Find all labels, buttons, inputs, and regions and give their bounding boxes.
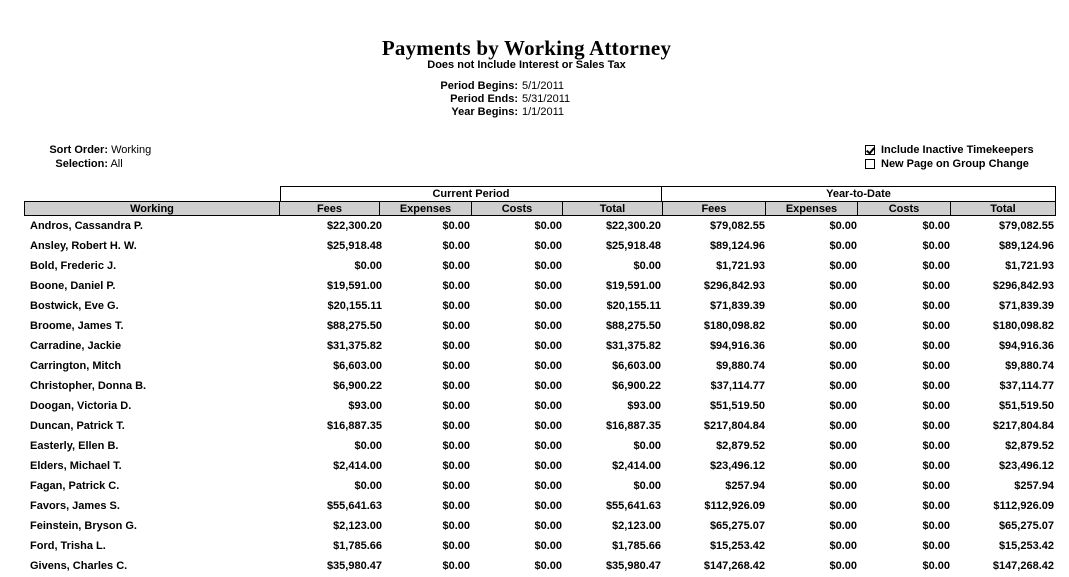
cell-ytd-fees: $65,275.07 [709,520,765,532]
period-ends-row [400,93,570,106]
cell-current-costs: $0.00 [534,300,562,312]
cell-ytd-fees: $296,842.93 [703,280,765,292]
cell-ytd-costs: $0.00 [922,560,950,572]
cell-current-costs: $0.00 [534,220,562,232]
cell-ytd-total: $296,842.93 [992,280,1054,292]
cell-ytd-fees: $51,519.50 [709,400,765,412]
cell-ytd-total: $217,804.84 [992,420,1054,432]
cell-ytd-total: $94,916.36 [998,340,1054,352]
report-rows [0,217,1069,577]
cell-ytd-expenses: $0.00 [829,340,857,352]
cell-ytd-fees: $9,880.74 [716,360,765,372]
table-row [0,357,1069,377]
cell-ytd-expenses: $0.00 [829,280,857,292]
cell-ytd-expenses: $0.00 [829,300,857,312]
cell-ytd-fees: $1,721.93 [716,260,765,272]
cell-ytd-costs: $0.00 [922,540,950,552]
cell-ytd-fees: $257.94 [725,480,765,492]
cell-ytd-expenses: $0.00 [829,520,857,532]
period-begins-value: 5/1/2011 [522,80,565,92]
cell-ytd-costs: $0.00 [922,460,950,472]
attorney-name: Carradine, Jackie [30,340,122,352]
sort-order-label: Sort Order: [49,144,108,156]
cell-current-expenses: $0.00 [442,420,470,432]
attorney-name: Givens, Charles C. [30,560,128,572]
cell-ytd-costs: $0.00 [922,440,950,452]
cell-ytd-costs: $0.00 [922,220,950,232]
cell-current-fees: $2,123.00 [333,520,382,532]
col-header-ytd-expenses: Expenses [766,202,858,215]
table-row [0,317,1069,337]
ytd-group-header: Year-to-Date [661,186,1056,201]
cell-ytd-total: $257.94 [1014,480,1054,492]
cell-current-total: $16,887.35 [605,420,661,432]
attorney-name: Fagan, Patrick C. [30,480,120,492]
cell-ytd-fees: $89,124.96 [709,240,765,252]
cell-ytd-costs: $0.00 [922,260,950,272]
cell-ytd-total: $147,268.42 [992,560,1054,572]
cell-ytd-fees: $147,268.42 [703,560,765,572]
cell-ytd-costs: $0.00 [922,400,950,412]
cell-current-total: $22,300.20 [605,220,661,232]
cell-current-total: $6,603.00 [612,360,661,372]
cell-ytd-costs: $0.00 [922,380,950,392]
cell-current-total: $55,641.63 [605,500,661,512]
cell-ytd-fees: $180,098.82 [703,320,765,332]
cell-current-costs: $0.00 [534,560,562,572]
column-header-row [24,201,1056,216]
cell-current-costs: $0.00 [534,280,562,292]
cell-ytd-total: $23,496.12 [998,460,1054,472]
cell-ytd-expenses: $0.00 [829,480,857,492]
cell-current-total: $20,155.11 [606,300,661,312]
cell-ytd-costs: $0.00 [922,340,950,352]
cell-current-total: $0.00 [633,440,661,452]
cell-current-costs: $0.00 [534,400,562,412]
cell-ytd-fees: $94,916.36 [709,340,765,352]
cell-ytd-fees: $217,804.84 [703,420,765,432]
table-row [0,417,1069,437]
cell-current-expenses: $0.00 [442,240,470,252]
cell-ytd-total: $79,082.55 [998,220,1054,232]
new-page-option[interactable] [865,157,1034,171]
attorney-name: Doogan, Victoria D. [30,400,132,412]
cell-ytd-fees: $71,839.39 [709,300,765,312]
cell-current-expenses: $0.00 [442,360,470,372]
cell-ytd-expenses: $0.00 [829,320,857,332]
cell-current-costs: $0.00 [534,380,562,392]
cell-current-fees: $25,918.48 [326,240,382,252]
attorney-name: Feinstein, Bryson G. [30,520,137,532]
cell-ytd-total: $112,926.09 [993,500,1054,512]
cell-current-fees: $93.00 [348,400,382,412]
attorney-name: Christopher, Donna B. [30,380,147,392]
attorney-name: Broome, James T. [30,320,124,332]
cell-current-fees: $16,887.35 [326,420,382,432]
attorney-name: Ansley, Robert H. W. [30,240,137,252]
sort-info [22,143,151,171]
col-header-current-costs: Costs [472,202,563,215]
cell-current-fees: $55,641.63 [326,500,382,512]
cell-ytd-total: $89,124.96 [998,240,1054,252]
cell-current-total: $35,980.47 [605,560,661,572]
cell-current-costs: $0.00 [534,440,562,452]
period-begins-label: Period Begins: [440,80,518,92]
col-header-current-total: Total [563,202,663,215]
new-page-checkbox[interactable] [865,159,875,169]
year-begins-label: Year Begins: [451,106,518,118]
cell-ytd-costs: $0.00 [922,520,950,532]
current-period-group-header: Current Period [280,186,662,201]
cell-current-costs: $0.00 [534,360,562,372]
cell-current-total: $88,275.50 [605,320,661,332]
period-info [400,80,570,119]
selection-label: Selection: [55,158,108,170]
cell-ytd-fees: $37,114.77 [710,380,765,392]
cell-ytd-fees: $15,253.42 [709,540,765,552]
cell-ytd-costs: $0.00 [922,420,950,432]
cell-ytd-expenses: $0.00 [829,220,857,232]
col-header-working: Working [25,202,280,215]
cell-current-costs: $0.00 [534,480,562,492]
table-row [0,257,1069,277]
cell-current-fees: $6,603.00 [333,360,382,372]
table-row [0,337,1069,357]
cell-current-fees: $31,375.82 [326,340,382,352]
attorney-name: Bostwick, Eve G. [30,300,119,312]
cell-ytd-expenses: $0.00 [829,380,857,392]
cell-ytd-total: $2,879.52 [1005,440,1054,452]
cell-ytd-costs: $0.00 [922,240,950,252]
cell-current-total: $93.00 [627,400,661,412]
col-header-current-expenses: Expenses [380,202,472,215]
cell-ytd-costs: $0.00 [922,320,950,332]
report-title: Payments by Working Attorney [381,36,672,60]
cell-current-expenses: $0.00 [442,300,470,312]
cell-current-fees: $0.00 [354,480,382,492]
table-row [0,377,1069,397]
cell-current-total: $6,900.22 [612,380,661,392]
selection-row [22,157,151,171]
cell-current-total: $0.00 [633,260,661,272]
table-row [0,517,1069,537]
table-row [0,237,1069,257]
cell-current-costs: $0.00 [534,540,562,552]
sort-order-value: Working [111,144,152,156]
table-row [0,557,1069,577]
cell-current-costs: $0.00 [534,460,562,472]
cell-current-expenses: $0.00 [442,500,470,512]
attorney-name: Easterly, Ellen B. [30,440,119,452]
cell-current-total: $1,785.66 [612,540,661,552]
year-begins-row [400,106,570,119]
table-row [0,397,1069,417]
include-inactive-checkbox[interactable] [865,145,875,155]
cell-ytd-expenses: $0.00 [829,500,857,512]
table-row [0,437,1069,457]
cell-current-fees: $20,155.11 [327,300,382,312]
cell-current-expenses: $0.00 [442,220,470,232]
cell-ytd-expenses: $0.00 [829,560,857,572]
cell-current-costs: $0.00 [534,340,562,352]
attorney-name: Boone, Daniel P. [30,280,116,292]
cell-current-costs: $0.00 [534,320,562,332]
cell-current-fees: $19,591.00 [326,280,382,292]
cell-ytd-expenses: $0.00 [829,420,857,432]
table-row [0,217,1069,237]
cell-ytd-costs: $0.00 [922,280,950,292]
new-page-label: New Page on Group Change [881,158,1029,170]
attorney-name: Bold, Frederic J. [30,260,117,272]
cell-ytd-costs: $0.00 [922,300,950,312]
cell-ytd-costs: $0.00 [922,360,950,372]
cell-current-costs: $0.00 [534,260,562,272]
attorney-name: Elders, Michael T. [30,460,122,472]
cell-current-expenses: $0.00 [442,460,470,472]
cell-current-expenses: $0.00 [442,320,470,332]
attorney-name: Ford, Trisha L. [30,540,106,552]
cell-current-costs: $0.00 [534,520,562,532]
cell-ytd-total: $180,098.82 [992,320,1054,332]
cell-ytd-expenses: $0.00 [829,360,857,372]
cell-current-fees: $1,785.66 [333,540,382,552]
attorney-name: Duncan, Patrick T. [30,420,125,432]
cell-ytd-expenses: $0.00 [829,260,857,272]
col-header-current-fees: Fees [280,202,380,215]
report-subtitle: Does not Include Interest or Sales Tax [427,59,626,71]
cell-ytd-costs: $0.00 [922,480,950,492]
cell-current-expenses: $0.00 [442,400,470,412]
selection-value: All [110,158,123,170]
attorney-name: Favors, James S. [30,500,120,512]
col-header-ytd-total: Total [990,203,1016,215]
cell-current-costs: $0.00 [534,240,562,252]
cell-current-expenses: $0.00 [442,560,470,572]
cell-ytd-total: $51,519.50 [998,400,1054,412]
cell-ytd-expenses: $0.00 [829,240,857,252]
cell-current-expenses: $0.00 [442,380,470,392]
cell-current-fees: $0.00 [354,440,382,452]
cell-ytd-fees: $23,496.12 [709,460,765,472]
cell-current-fees: $22,300.20 [326,220,382,232]
cell-ytd-total: $15,253.42 [998,540,1054,552]
cell-current-total: $25,918.48 [605,240,661,252]
attorney-name: Andros, Cassandra P. [30,220,143,232]
cell-current-expenses: $0.00 [442,280,470,292]
period-begins-row [400,80,570,93]
cell-current-costs: $0.00 [534,500,562,512]
period-ends-value: 5/31/2011 [522,93,571,105]
cell-current-expenses: $0.00 [442,260,470,272]
table-row [0,537,1069,557]
include-inactive-option[interactable] [865,143,1034,157]
year-begins-value: 1/1/2011 [522,106,565,118]
cell-ytd-total: $1,721.93 [1005,260,1054,272]
cell-current-total: $19,591.00 [605,280,661,292]
include-inactive-label: Include Inactive Timekeepers [881,144,1034,156]
col-header-ytd-fees: Fees [663,202,766,215]
col-header-ytd-costs: Costs [858,202,951,215]
cell-ytd-total: $65,275.07 [998,520,1054,532]
cell-current-expenses: $0.00 [442,540,470,552]
cell-ytd-total: $37,114.77 [999,380,1054,392]
cell-ytd-total: $71,839.39 [998,300,1054,312]
cell-current-total: $2,123.00 [612,520,661,532]
cell-current-fees: $2,414.00 [333,460,382,472]
sort-order-row [22,143,151,157]
report-options [865,143,1034,171]
cell-current-fees: $6,900.22 [333,380,382,392]
cell-current-fees: $88,275.50 [326,320,382,332]
cell-ytd-fees: $79,082.55 [709,220,765,232]
attorney-name: Carrington, Mitch [30,360,122,372]
cell-ytd-expenses: $0.00 [829,440,857,452]
cell-current-expenses: $0.00 [442,340,470,352]
cell-current-expenses: $0.00 [442,440,470,452]
cell-current-expenses: $0.00 [442,480,470,492]
table-row [0,497,1069,517]
table-row [0,277,1069,297]
table-row [0,477,1069,497]
cell-ytd-fees: $2,879.52 [716,440,765,452]
cell-current-total: $0.00 [633,480,661,492]
cell-current-expenses: $0.00 [442,520,470,532]
period-ends-label: Period Ends: [450,93,518,105]
cell-ytd-expenses: $0.00 [829,540,857,552]
cell-current-total: $2,414.00 [612,460,661,472]
table-row [0,297,1069,317]
table-row [0,457,1069,477]
cell-current-costs: $0.00 [534,420,562,432]
cell-current-fees: $0.00 [354,260,382,272]
cell-current-fees: $35,980.47 [326,560,382,572]
cell-ytd-expenses: $0.00 [829,460,857,472]
cell-ytd-expenses: $0.00 [829,400,857,412]
cell-ytd-fees: $112,926.09 [704,500,765,512]
cell-ytd-costs: $0.00 [922,500,950,512]
cell-ytd-total: $9,880.74 [1005,360,1054,372]
cell-current-total: $31,375.82 [605,340,661,352]
